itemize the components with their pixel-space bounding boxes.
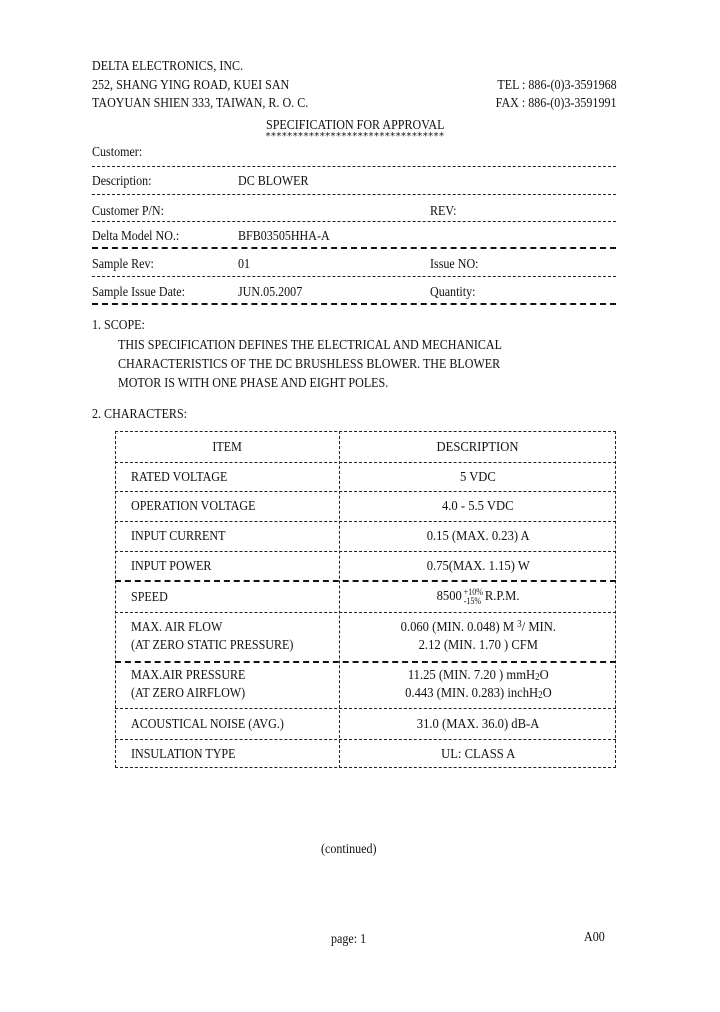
sample-date-label: Sample Issue Date: [92,285,185,300]
table-header-description: DESCRIPTION [437,440,519,455]
table-row-desc: 0.060 (MIN. 0.048) M $^3$/ MIN. [400,619,556,635]
tel-number: TEL : 886-(0)3-3591968 [497,78,617,93]
characters-heading: 2. CHARACTERS: [92,407,188,422]
page-number: page: 1 [331,932,367,947]
table-row-item: MAX. AIR FLOW [131,620,223,635]
table-row-item-sub: (AT ZERO AIRFLOW) [131,686,246,701]
table-row-desc: 31.0 (MAX. 36.0) dB-A [416,717,540,732]
customer-label: Customer: [92,145,143,160]
address-line-2: TAOYUAN SHIEN 333, TAIWAN, R. O. C. [92,96,309,111]
scope-line: THIS SPECIFICATION DEFINES THE ELECTRICAL AND MECHANICAL [118,338,502,353]
divider [92,194,616,195]
fax-number: FAX : 886-(0)3-3591991 [496,96,617,111]
scope-line: CHARACTERISTICS OF THE DC BRUSHLESS BLOWER. THE BLOWER [118,357,501,372]
table-row-desc: 5 VDC [460,470,496,485]
table-row-divider [115,612,616,613]
company-name: DELTA ELECTRONICS, INC. [92,59,244,74]
table-row-divider [115,551,616,552]
speed-unit: R.P.M. [484,589,520,604]
customer-pn-label: Customer P/N: [92,204,164,219]
table-row-desc: 11.25 (MIN. 7.20 ) mmH$_2$O [407,668,549,683]
divider [92,303,616,305]
divider [92,247,616,249]
divider [92,221,616,222]
table-row-divider [115,462,616,463]
table-row-item: ACOUSTICAL NOISE (AVG.) [131,717,284,732]
table-row-item-sub: (AT ZERO STATIC PRESSURE) [131,638,294,653]
model-label: Delta Model NO.: [92,229,180,244]
table-row-item: RATED VOLTAGE [131,470,228,485]
divider [92,166,616,167]
table-row-divider [115,708,616,709]
table-row-item: MAX.AIR PRESSURE [131,668,246,683]
model-value: BFB03505HHA-A [238,229,330,244]
table-row-desc [340,587,616,607]
scope-line: MOTOR IS WITH ONE PHASE AND EIGHT POLES. [118,376,389,391]
table-row-item: INPUT POWER [131,559,212,574]
table-row-item: INSULATION TYPE [131,747,236,762]
divider [92,276,616,277]
continued-note: (continued) [321,842,377,857]
table-row-desc-sub: 2.12 (MIN. 1.70 ) CFM [418,638,538,653]
speed-tolerance: +10% -15% [463,586,483,606]
title-underline-stars: ********************************* [265,131,444,142]
table-row-divider [115,580,616,582]
speed-value: 8500 [436,589,462,604]
scope-heading: 1. SCOPE: [92,318,145,333]
document-title: SPECIFICATION FOR APPROVAL [266,118,445,133]
table-row-desc: 4.0 - 5.5 VDC [442,499,514,514]
table-row-desc: 0.75(MAX. 1.15) W [426,559,530,574]
quantity-label: Quantity: [430,285,476,300]
issue-no-label: Issue NO: [430,257,479,272]
table-row-divider [115,739,616,740]
scope-paragraph [118,336,502,393]
sample-rev-label: Sample Rev: [92,257,154,272]
table-row-divider [115,491,616,492]
sample-rev-value: 01 [238,257,251,272]
sample-date-value: JUN.05.2007 [238,285,303,300]
table-row-divider [115,521,616,522]
table-row-item: OPERATION VOLTAGE [131,499,256,514]
revision-code: A00 [584,930,605,945]
description-label: Description: [92,174,152,189]
table-row-desc-sub: 0.443 (MIN. 0.283) inchH$_2$O [404,686,552,701]
table-row-divider [115,661,616,663]
table-row-item: SPEED [131,590,168,605]
table-header-item: ITEM [212,440,242,455]
table-row-desc: 0.15 (MAX. 0.23) A [426,529,530,544]
description-value: DC BLOWER [238,174,309,189]
rev-label: REV: [430,204,457,219]
address-line-1: 252, SHANG YING ROAD, KUEI SAN [92,78,290,93]
table-row-item: INPUT CURRENT [131,529,226,544]
table-row-desc: UL: CLASS A [440,747,516,762]
